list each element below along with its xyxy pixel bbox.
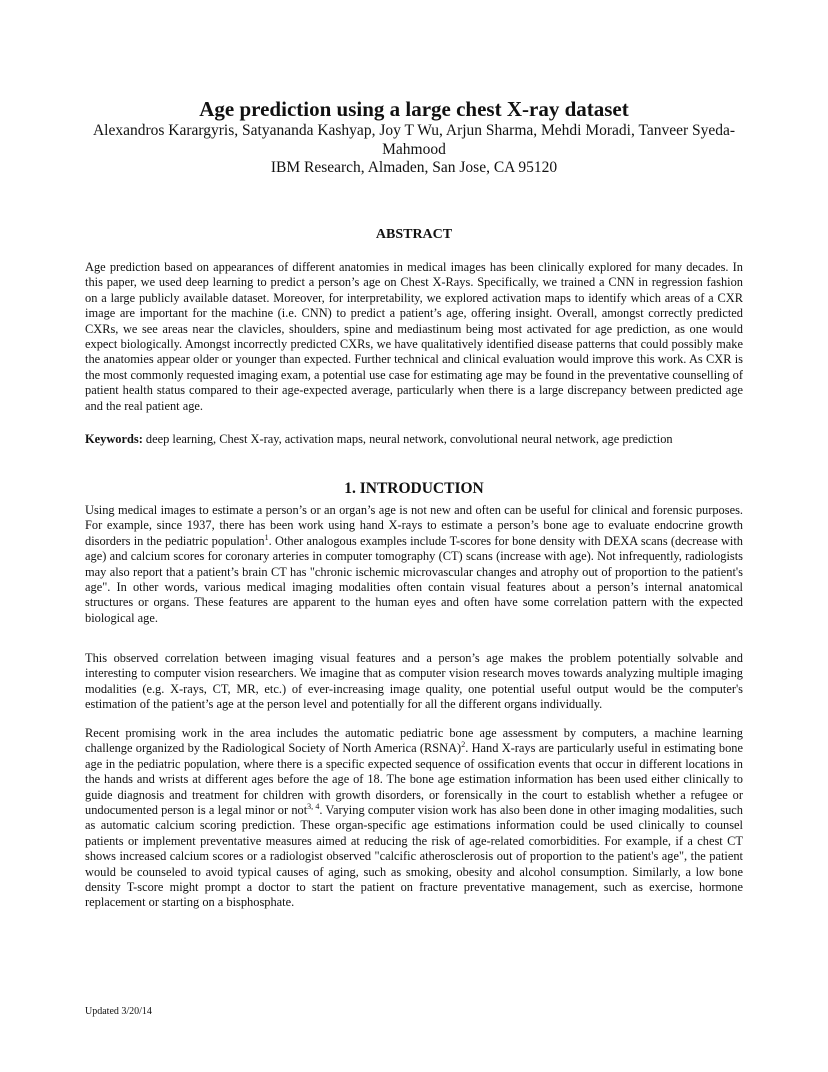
affiliation: IBM Research, Almaden, San Jose, CA 95120 (270, 159, 558, 176)
author-list: Alexandros Karargyris, Satyananda Kashyap, Joy T Wu, Arjun Sharma, Mehdi Moradi, Tanveer Syeda-Mahmood (92, 122, 736, 158)
intro-p3-text-b: . Hand X-rays are particularly useful in estimating bone age in the pediatric population, where there is a specific expected sequence of ossification events that occur in different locations in the hands and wrists at different ages before the age of 18. The bone age estimation information has been used either clinically to guide diagnosis and treatment for children with growth disorders, or forensically in the court to establish whether a refugee or undocumented person is a legal minor or not (85, 741, 743, 818)
intro-paragraph-2: This observed correlation between imaging visual features and a person’s age makes the problem potentially solvable and interesting to computer vision researchers. We imagine that as computer vision research moves towards analyzing multiple imaging modalities (e.g. X-rays, CT, MR, etc.) of ever-increasing image quality, one potential useful output would be the computer's estimation of the patient’s age at the person level and potentially for all the different organs individually. (85, 651, 743, 712)
citation-2: 2 (461, 740, 466, 750)
intro-paragraph-1 (85, 503, 743, 626)
intro-p3-text-a: Recent promising work in the area includes the automatic pediatric bone age assessment by computers, a machine learning challenge organized by the Radiological Society of North America (RSNA) (85, 726, 743, 756)
intro-p1-text-a: Using medical images to estimate a person’s or an organ’s age is not new and often can be useful for clinical and forensic purposes. For example, since 1937, there has been work using hand X-rays to estimate a person’s bone age to evaluate endocrine growth disorders in the pediatric population (85, 503, 743, 548)
section-heading-introduction: 1. INTRODUCTION (344, 480, 484, 497)
paper-title: Age prediction using a large chest X-ray dataset (199, 97, 629, 121)
footer-updated-date: Updated 3/20/14 (85, 1006, 152, 1017)
abstract-heading: ABSTRACT (375, 227, 453, 242)
intro-p1-text-b: . Other analogous examples include T-scores for bone density with DEXA scans (decrease with age) and calcium scores for coronary arteries in computer tomography (CT) scans (increase with age). Not infrequently, radiologists may also report that a patient’s brain CT has "chronic ischemic microvascular changes and atrophy out of proportion to the patient's age". In other words, various medical imaging modalities often contain visual features about a person’s internal anatomical structures or organs. These features are apparent to the human eyes and often have some correlation pattern with the expected biological age. (85, 533, 743, 625)
abstract-text: Age prediction based on appearances of different anatomies in medical images has been clinically explored for many decades. In this paper, we used deep learning to predict a person’s age on Chest X-Rays. Specifically, we trained a CNN in regression fashion on a large publicly available dataset. Moreover, for interpretability, we explored activation maps to identify which areas of a CXR image are important for the machine (i.e. CNN) to predict a patient’s age, offering insight. Overall, amongst correctly predicted CXRs, we see areas near the clavicles, shoulders, spine and mediastinum being most activated for age prediction, as one would expect biologically. Amongst incorrectly predicted CXRs, we have qualitatively identified disease patterns that could possibly make the anatomies appear older or younger than expected. Further technical and clinical evaluation would improve this work. As CXR is the most commonly requested imaging exam, a potential use case for estimating age may be found in the preventative counselling of patient health status compared to their age-expected average, particularly when there is a large discrepancy between predicted age and the real patient age. (85, 260, 743, 413)
citation-separator: , (311, 801, 316, 811)
keywords-label: Keywords: (85, 432, 143, 446)
citation-1: 1 (264, 532, 269, 542)
keywords-text: deep learning, Chest X-ray, activation maps, neural network, convolutional neural network, age prediction (142, 432, 673, 446)
intro-p3-text-c: . Varying computer vision work has also been done in other imaging modalities, such as automatic calcium scoring prediction. These organ-specific age estimations information could be used clinically to counsel patients or implement preventative measures aimed at reducing the risk of age-related comorbidities. For example, if a chest CT shows increased calcium scores or a radiologist observed "calcific atherosclerosis out of proportion to the patient's age", the patient would be counseled to avoid typical causes of aging, such as smoking, obesity and alcohol consumption. Similarly, a low bone density T-score might prompt a doctor to start the patient on fracture preventative management, such as exercise, hormone replacement or starting on a bisphosphate. (85, 803, 744, 910)
citation-3: 3 (307, 801, 312, 811)
keywords-line (85, 432, 743, 447)
citation-4: 4 (315, 801, 320, 811)
intro-paragraph-3 (85, 726, 743, 911)
